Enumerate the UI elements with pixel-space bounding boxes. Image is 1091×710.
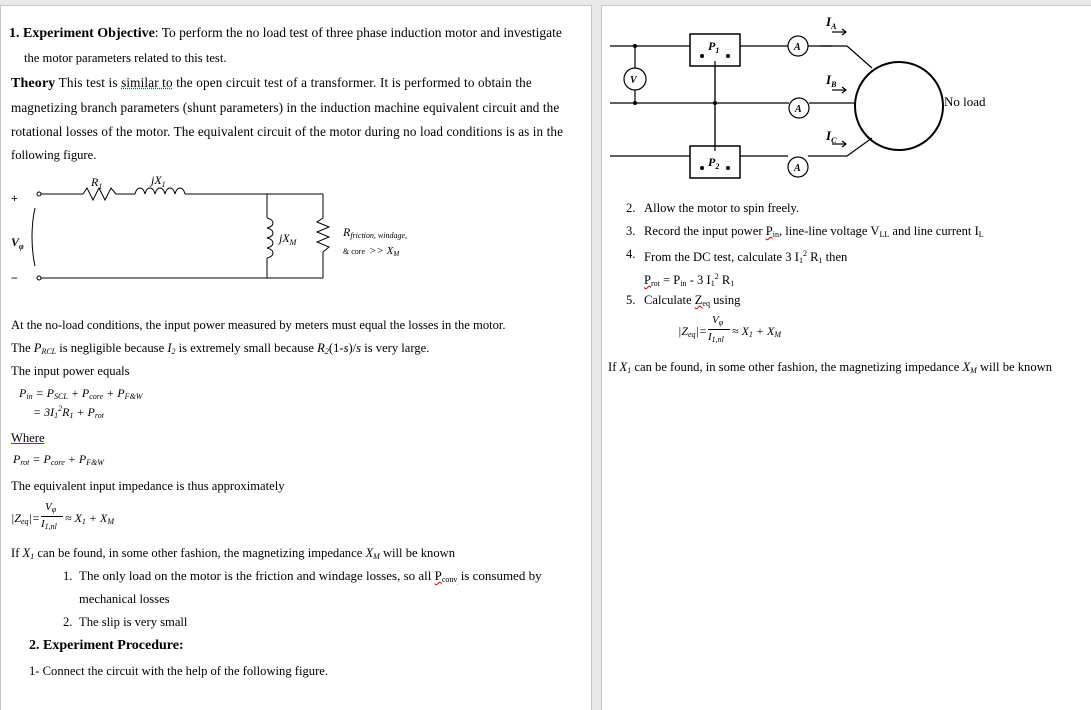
right-page [601,5,1091,710]
list-item-1-text: The only load on the motor is the friction and windage losses, so all $P_{conv}$ is consumed by [79,568,542,584]
r-friction-label: Rfriction, windage, [343,225,408,240]
step-2-text: Allow the motor to spin freely. [644,201,800,215]
impedance-equation-left: $|Z_{eq}|=$ $V_\varphi$ $I_{1,nl}$ ≈ $X_1 + X_M$ [11,501,115,531]
vphi-label: $V_\varphi$ [11,235,24,251]
equivalent-circuit-diagram [1,166,431,291]
no-load-label: No load [944,94,986,109]
step-4-marker: 4. [626,247,636,261]
connection-diagram [602,6,1091,196]
list-item-2-text: The slip is very small [79,615,188,629]
minus-terminal: − [11,271,18,285]
if-x1-paragraph-left: If $X_1$ can be found, in some other fashion, the magnetizing impedance $X_M$ will be known [11,546,456,561]
step-5-marker: 5. [626,293,636,307]
ia-label: $I_A$ [826,14,837,31]
if-x1-paragraph-right: If $X_1$ can be found, in some other fashion, the magnetizing impedance $X_M$ will be known [608,360,1053,375]
impedance-label: The equivalent input impedance is thus approximately [11,479,285,493]
voltmeter-label: V [630,75,637,86]
jxm-label: $jX_M$ [279,231,297,247]
input-power-equation-2: = $3I_1^2R_1 + P_{rot}$ [33,404,104,420]
list-item-1-marker: 1. [63,569,73,583]
ammeter-b-label: A [795,104,802,115]
ammeter-c-label: A [794,163,801,174]
objective-heading: 1. Experiment Objective [9,26,155,41]
left-page [0,5,592,710]
ib-label: $I_B$ [826,72,837,89]
step-4-text: From the DC test, calculate 3 $I_1^2$ $R_1$ then [644,249,848,265]
rotational-loss-formula: $P_{rot} = P_{in} - 3$ $I_1^2$ $R_1$ [644,272,735,288]
ammeter-a-label: A [794,42,801,53]
theory-heading: Theory [11,76,56,91]
theory-line-3: rotational losses of the motor. The equivalent circuit of the motor during no load conditions is as in the [11,124,564,139]
jx1-label: $jX_1$ [151,173,166,189]
step-3-marker: 3. [626,224,636,238]
noload-paragraph: At the no-load conditions, the input power measured by meters must equal the losses in the motor. [11,318,506,332]
step-5-text: Calculate $Z_{eq}$ using [644,293,741,308]
step-2-marker: 2. [626,201,636,215]
step-3-text: Record the input power $P_{in}$, line-line voltage $V_{LL}$ and line current $I_L$ [644,224,984,239]
list-item-1-continuation: mechanical losses [79,592,170,606]
theory-line-1: Theory This test is similar to the open circuit test of a transformer. It is performed to obtain the [11,75,532,91]
r1-label: $R_1$ [91,175,103,191]
rotational-loss-equation: $P_{rot} = P_{core} + P_{F\&W}$ [13,452,104,467]
p2-label: $P_2$ [708,155,720,171]
list-item-2-marker: 2. [63,615,73,629]
input-power-label: The input power equals [11,364,130,378]
prcl-paragraph: The $P_{RCL}$ is negligible because $I_2$ is extremely small because $R_2(1-s)/s$ is very large. [11,341,430,356]
core-label: & core >> XM [343,245,400,258]
plus-terminal: + [11,191,18,205]
procedure-heading: 2. Experiment Procedure: [29,638,184,653]
where-label: Where [11,431,45,445]
theory-line-2: magnetizing branch parameters (shunt parameters) in the induction machine equivalent circuit and the [11,100,560,115]
ic-label: $I_C$ [826,128,837,145]
impedance-equation-right: $|Z_{eq}|=$ $V_\varphi$ $I_{1,nl}$ ≈ $X_1 + X_M$ [678,314,782,344]
input-power-equation-1: $P_{in} = P_{SCL} + P_{core} + P_{F\&W}$ [19,386,143,401]
objective-line-1: 1. Experiment Objective: To perform the no load test of three phase induction motor and investigate [9,25,562,41]
p1-label: $P_1$ [708,39,720,55]
theory-line-4: following figure. [11,148,97,162]
objective-line-2: the motor parameters related to this test. [24,51,227,65]
procedure-step-1: 1- Connect the circuit with the help of the following figure. [29,664,329,678]
